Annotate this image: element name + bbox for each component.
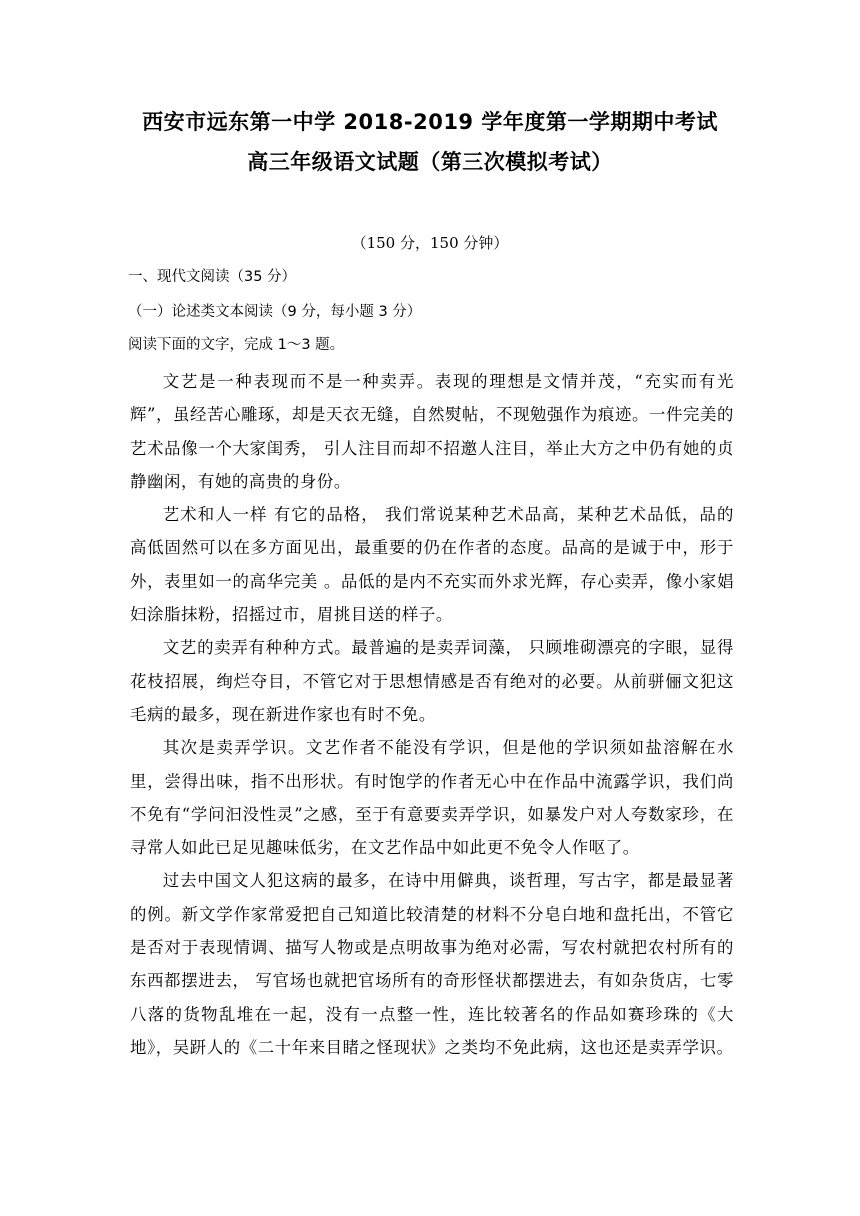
passage-paragraph: 过去中国文人犯这病的最多，在诗中用僻典，谈哲理，写古字，都是最显著的例。新文学作家常爱把自己知道比较清楚的材料不分皂白地和盘托出，不管它是否对于表现情调、描写人物或是点明故事为绝对必需，写农村就把农村所有的东西都摆进去， 写官场也就把官场所有的奇形怪状都摆进去，有如杂货店，七零八落的货物乱堆在一起，没有一点整一性，连比较著名的作品如赛珍珠的《大地》，吴趼人的《二十年来目睹之怪现状》之类均不免此病，这也还是卖弄学识。 [130,871,734,1057]
score-time-info: （150 分，150 分钟） [351,234,509,252]
passage-paragraph: 艺术和人一样 有它的品格， 我们常说某种艺术品高，某种艺术品低，品的高低固然可以在多方面见出，最重要的仍在作者的态度。品高的是诚于中，形于外，表里如一的高华完美 。品低的是内不充实而外求光辉，存心卖弄，像小家娼妇涂脂抹粉，招摇过市，眉挑目送的样子。 [130,505,734,625]
exam-subtitle: 高三年级语文试题（第三次模拟考试） [247,150,613,174]
exam-title: 西安市远东第一中学 2018-2019 学年度第一学期期中考试 [142,110,718,134]
passage-paragraph: 其次是卖弄学识。文艺作者不能没有学识，但是他的学识须如盐溶解在水里，尝得出味，指不出形状。有时饱学的作者无心中在作品中流露学识，我们尚不免有“学问汩没性灵”之感，至于有意要卖弄学识，如暴发户对人夸数家珍，在寻常人如此已足见趣味低劣，在文艺作品中如此更不免令人作呕了。 [130,738,734,858]
passage-paragraph: 文艺的卖弄有种种方式。最普遍的是卖弄词藻， 只顾堆砌漂亮的字眼，显得花枝招展，绚烂夺目，不管它对于思想情感是否有绝对的必要。从前骈俪文犯这毛病的最多，现在新进作家也有时不免。 [130,638,734,724]
reading-passage [130,365,734,1064]
subsection-heading: （一）论述类文本阅读（9 分，每小题 3 分） [128,304,422,320]
passage-paragraph: 文艺是一种表现而不是一种卖弄。表现的理想是文情并茂，“充实而有光辉”，虽经苦心雕琢，却是天衣无缝，自然熨帖，不现勉强作为痕迹。一件完美的艺术品像一个大家闺秀， 引人注目而却不招邀人注目，举止大方之中仍有她的贞静幽闲，有她的高贵的身份。 [130,372,734,491]
section-heading: 一、现代文阅读（35 分） [128,269,297,285]
reading-instruction: 阅读下面的文字，完成 1～3 题。 [128,337,345,353]
